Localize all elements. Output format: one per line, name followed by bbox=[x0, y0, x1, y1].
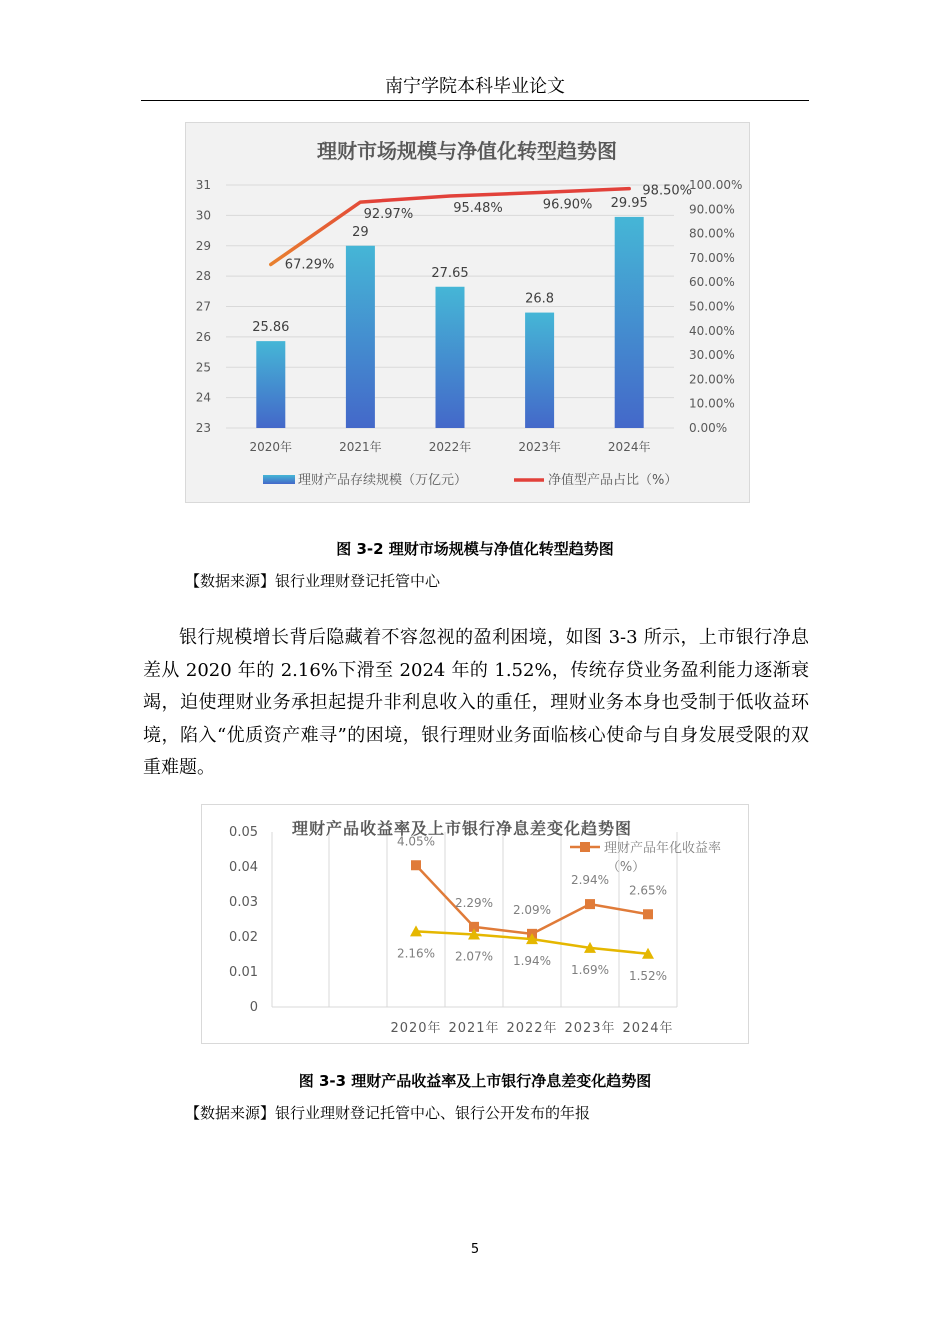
chart-figure-3-2 bbox=[185, 122, 750, 503]
body-paragraph: 银行规模增长背后隐藏着不容忽视的盈利困境，如图 3-3 所示，上市银行净息差从 2020 年的 2.16%下滑至 2024 年的 1.52%，传统存贷业务盈利能力逐渐衰竭，迫使理财业务承担起提升非利息收入的重任，理财业务本身也受制于低收益环境，陷入“优质资产难寻”的困境，银行理财业务面临核心使命与自身发展受限的双重难题。 bbox=[143, 627, 809, 778]
figure-3-2-caption: 图 3-2 理财市场规模与净值化转型趋势图 bbox=[336, 540, 614, 558]
chart1-y2-tick: 90.00% bbox=[689, 202, 735, 217]
chart2-x-tick: 2022年 bbox=[506, 1021, 558, 1036]
chart1-y-tick: 25 bbox=[195, 360, 211, 375]
chart2-point-square bbox=[411, 860, 421, 870]
chart2-svg bbox=[202, 805, 748, 1043]
chart2-point-label: 1.94% bbox=[512, 954, 552, 969]
chart1-y2-tick: 10.00% bbox=[689, 396, 735, 411]
chart1-y2-tick: 30.00% bbox=[689, 348, 735, 363]
chart2-title: 理财产品收益率及上市银行净息差变化趋势图 bbox=[291, 819, 633, 838]
chart2-point-square bbox=[585, 899, 595, 909]
chart2-point-label: 2.09% bbox=[512, 902, 552, 917]
chart1-y2-tick: 20.00% bbox=[689, 372, 735, 387]
chart1-y2-tick: 40.00% bbox=[689, 323, 735, 338]
chart1-line-label: 98.50% bbox=[642, 183, 692, 199]
chart1-y-tick: 26 bbox=[195, 329, 211, 344]
figure-3-2-source: 【数据来源】银行业理财登记托管中心 bbox=[185, 572, 441, 590]
chart2-point-label: 2.65% bbox=[628, 883, 668, 898]
chart1-x-tick: 2021年 bbox=[339, 440, 382, 454]
chart2-legend-marker bbox=[580, 842, 590, 852]
chart1-line-label: 96.90% bbox=[542, 197, 593, 213]
chart1-y2-tick: 60.00% bbox=[689, 275, 735, 290]
chart2-legend-label-unit: （%） bbox=[606, 860, 646, 875]
chart2-x-tick: 2020年 bbox=[390, 1021, 442, 1036]
chart2-y-tick: 0.01 bbox=[229, 965, 258, 980]
header-rule bbox=[141, 100, 809, 101]
chart2-y-tick: 0.04 bbox=[229, 860, 258, 875]
chart1-x-tick: 2024年 bbox=[607, 440, 651, 454]
chart2-x-tick: 2023年 bbox=[564, 1021, 616, 1036]
chart1-line-label: 95.48% bbox=[453, 200, 503, 216]
chart1-bar-label: 25.86 bbox=[252, 320, 290, 336]
chart-figure-3-3 bbox=[201, 804, 749, 1044]
chart1-bar-label: 27.65 bbox=[431, 265, 469, 281]
chart1-bar-label: 29 bbox=[352, 224, 369, 240]
chart1-line-label: 67.29% bbox=[284, 257, 335, 273]
chart1-x-tick: 2020年 bbox=[249, 440, 293, 454]
chart2-point-label: 2.94% bbox=[570, 873, 610, 888]
chart2-point-label: 2.29% bbox=[454, 895, 494, 910]
chart2-series-line bbox=[416, 865, 648, 934]
chart1-y2-tick: 70.00% bbox=[689, 250, 735, 265]
chart1-y-tick: 30 bbox=[195, 208, 211, 223]
chart2-point-label: 1.52% bbox=[628, 968, 668, 983]
chart2-point-label: 2.16% bbox=[396, 946, 436, 961]
chart1-y2-tick: 80.00% bbox=[689, 226, 735, 241]
chart2-y-tick: 0.03 bbox=[229, 895, 258, 910]
chart1-title: 理财市场规模与净值化转型趋势图 bbox=[317, 139, 617, 163]
chart1-y-tick: 28 bbox=[195, 269, 211, 284]
figure-3-3-caption: 图 3-3 理财产品收益率及上市银行净息差变化趋势图 bbox=[298, 1072, 652, 1090]
chart1-y2-tick: 100.00% bbox=[689, 178, 743, 192]
chart1-x-tick: 2022年 bbox=[428, 440, 472, 454]
page-number: 5 bbox=[470, 1242, 480, 1257]
chart1-bar-label: 26.8 bbox=[525, 291, 555, 307]
chart1-x-tick: 2023年 bbox=[518, 440, 561, 454]
page-header: 南宁学院本科毕业论文 bbox=[385, 76, 565, 97]
chart2-y-tick: 0.05 bbox=[229, 825, 258, 840]
chart1-bar-label: 29.95 bbox=[610, 195, 648, 211]
chart1-y2-tick: 0.00% bbox=[689, 421, 728, 435]
chart1-legend-swatch-bar bbox=[263, 475, 295, 484]
chart1-y-tick: 29 bbox=[195, 238, 211, 253]
chart1-line-label: 92.97% bbox=[363, 207, 414, 223]
chart1-y-tick: 27 bbox=[195, 299, 211, 314]
figure-3-3-source: 【数据来源】银行业理财登记托管中心、银行公开发布的年报 bbox=[185, 1104, 591, 1122]
chart1-bar bbox=[256, 341, 285, 428]
chart1-y-tick: 24 bbox=[195, 390, 211, 405]
chart2-x-tick: 2024年 bbox=[622, 1021, 674, 1036]
chart2-legend-label: 理财产品年化收益率 bbox=[604, 841, 722, 856]
chart2-point-square bbox=[643, 909, 653, 919]
chart2-point-label: 2.07% bbox=[454, 949, 494, 964]
chart1-y2-tick: 50.00% bbox=[689, 299, 735, 314]
chart2-point-label: 4.05% bbox=[396, 834, 436, 849]
chart1-y-tick: 31 bbox=[195, 178, 211, 192]
chart1-y-tick: 23 bbox=[195, 421, 211, 435]
chart1-bar bbox=[525, 313, 554, 428]
chart1-svg bbox=[186, 123, 749, 502]
chart1-bar bbox=[436, 287, 465, 428]
chart1-bar bbox=[346, 246, 375, 428]
chart1-legend-label-bar: 理财产品存续规模（万亿元） bbox=[298, 473, 468, 488]
chart2-x-tick: 2021年 bbox=[448, 1021, 500, 1036]
chart2-y-tick: 0 bbox=[249, 1000, 258, 1015]
chart2-point-label: 1.69% bbox=[570, 962, 610, 977]
chart1-legend-label-line: 净值型产品占比（%） bbox=[548, 473, 678, 488]
chart1-bar bbox=[615, 217, 644, 428]
chart2-y-tick: 0.02 bbox=[229, 930, 258, 945]
